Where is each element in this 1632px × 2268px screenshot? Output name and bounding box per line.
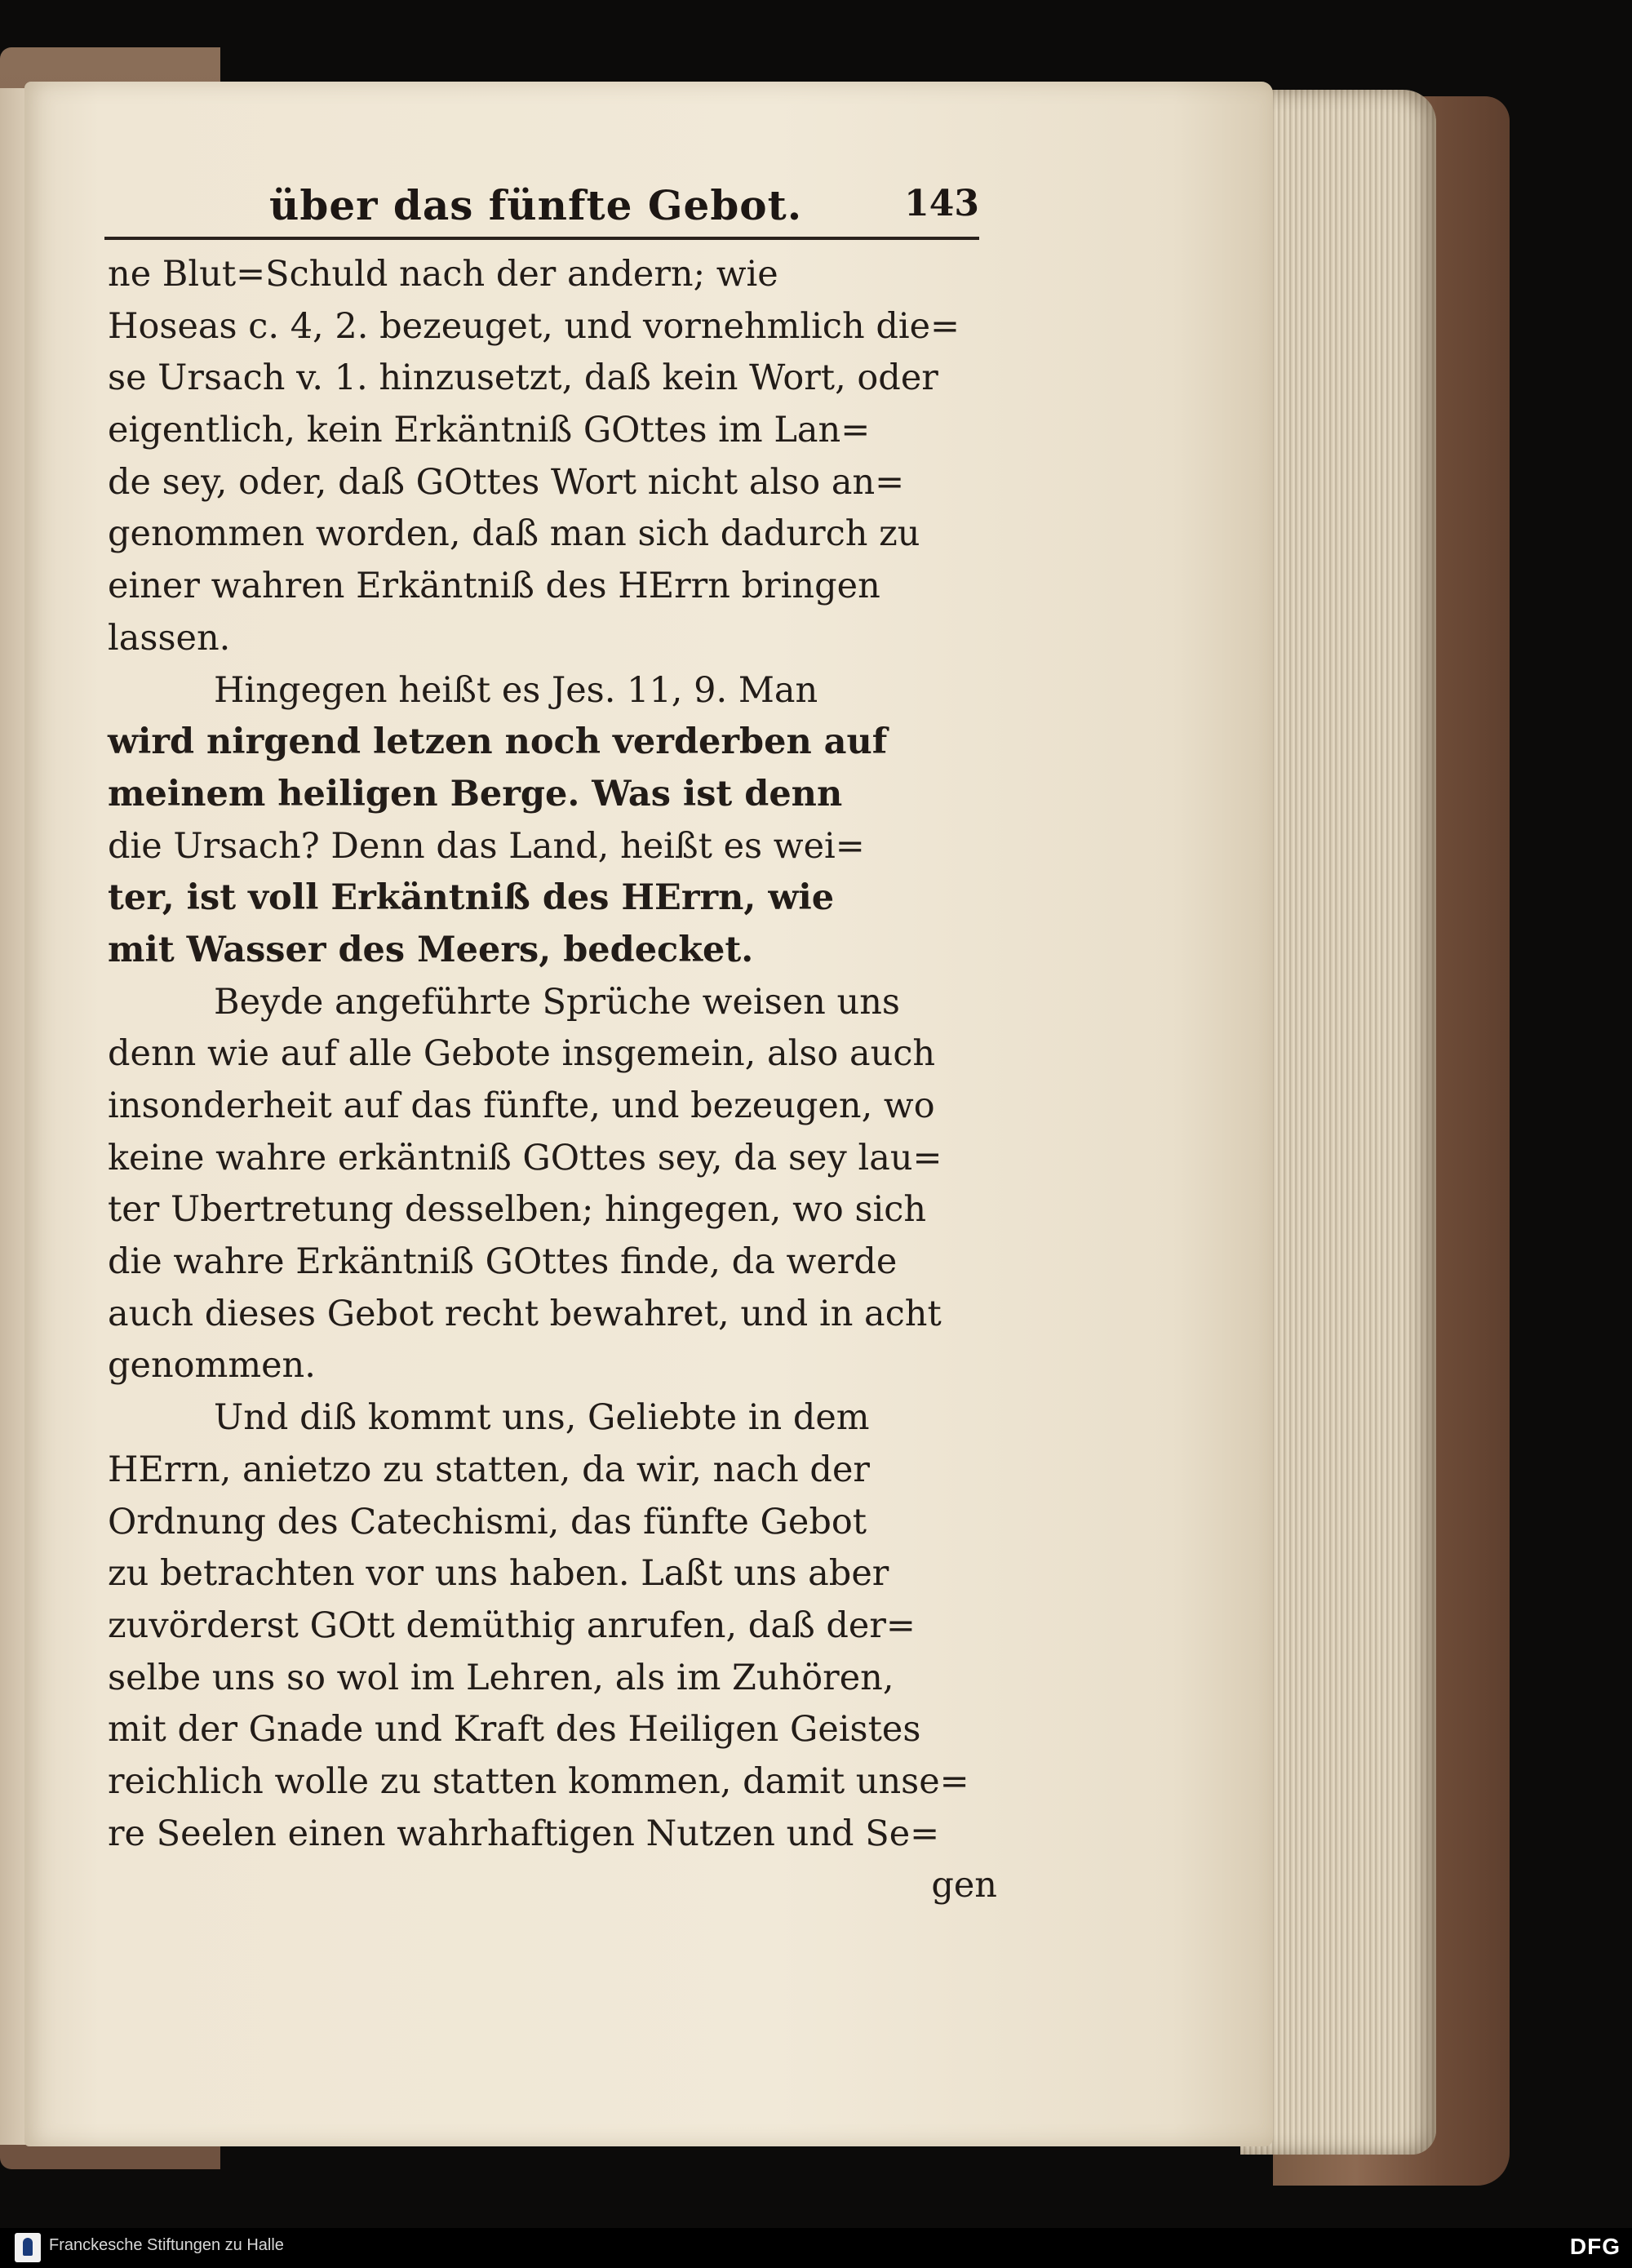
- text-line: insonderheit auf das fünfte, und bezeugen, wo: [108, 1085, 935, 1126]
- text-line: einer wahren Erkäntniß des HErrn bringen: [108, 566, 880, 607]
- text-line: auch dieses Gebot recht bewahret, und in acht: [108, 1293, 942, 1334]
- text-line: Beyde angeführte Sprüche weisen uns: [214, 981, 900, 1023]
- text-line: re Seelen einen wahrhaftigen Nutzen und Se=: [108, 1813, 940, 1854]
- text-line: Hingegen heißt es Jes. 11, 9. Man: [214, 669, 818, 711]
- text-line: ter Ubertretung desselben; hingegen, wo sich: [108, 1189, 927, 1231]
- text-line: wird nirgend letzen noch verderben auf: [108, 721, 888, 763]
- page-header: [106, 181, 979, 238]
- text-line: mit der Gnade und Kraft des Heiligen Geistes: [108, 1709, 921, 1751]
- text-line: ne Blut=Schuld nach der andern; wie: [108, 254, 778, 295]
- text-line: eigentlich, kein Erkäntniß GOttes im Lan=: [108, 410, 871, 451]
- text-line: zu betrachten vor uns haben. Laßt uns aber: [108, 1553, 889, 1595]
- text-line: zuvörderst GOtt demüthig anrufen, daß der=: [108, 1604, 916, 1646]
- text-line: lassen.: [108, 617, 231, 659]
- text-line: mit Wasser des Meers, bedecket.: [108, 929, 754, 970]
- page-number: 143: [904, 183, 979, 224]
- text-line: denn wie auf alle Gebote insgemein, also auch: [108, 1033, 936, 1075]
- text-line: genommen.: [108, 1345, 316, 1387]
- text-line: HErrn, anietzo zu statten, da wir, nach der: [108, 1449, 870, 1490]
- text-line: Ordnung des Catechismi, das fünfte Gebot: [108, 1501, 867, 1542]
- header-rule: [104, 237, 979, 240]
- text-line: de sey, oder, daß GOttes Wort nicht also an=: [108, 461, 905, 503]
- text-line: keine wahre erkäntniß GOttes sey, da sey lau=: [108, 1137, 942, 1178]
- text-line: Und diß kommt uns, Geliebte in dem: [214, 1397, 870, 1439]
- dfg-logo: DFG: [1569, 2234, 1621, 2259]
- text-line: Hoseas c. 4, 2. bezeuget, und vornehmlich die=: [108, 305, 960, 347]
- text-line: meinem heiligen Berge. Was ist denn: [108, 773, 843, 814]
- text-line: selbe uns so wol im Lehren, als im Zuhören,: [108, 1657, 894, 1698]
- text-line: die wahre Erkäntniß GOttes finde, da werde: [108, 1241, 898, 1283]
- body-text: [108, 249, 997, 1912]
- running-title: über das fünfte Gebot.: [269, 181, 803, 229]
- text-line: se Ursach v. 1. hinzusetzt, daß kein Wort, oder: [108, 357, 938, 399]
- text-line: reichlich wolle zu statten kommen, damit unse=: [108, 1760, 969, 1802]
- text-line: ter, ist voll Erkäntniß des HErrn, wie: [108, 877, 835, 919]
- institution-name: Franckesche Stiftungen zu Halle: [49, 2236, 284, 2254]
- text-line: die Ursach? Denn das Land, heißt es wei=: [108, 825, 865, 867]
- catchword: gen: [931, 1865, 997, 1906]
- institution-logo-icon: [15, 2233, 41, 2262]
- text-line: genommen worden, daß man sich dadurch zu: [108, 513, 920, 555]
